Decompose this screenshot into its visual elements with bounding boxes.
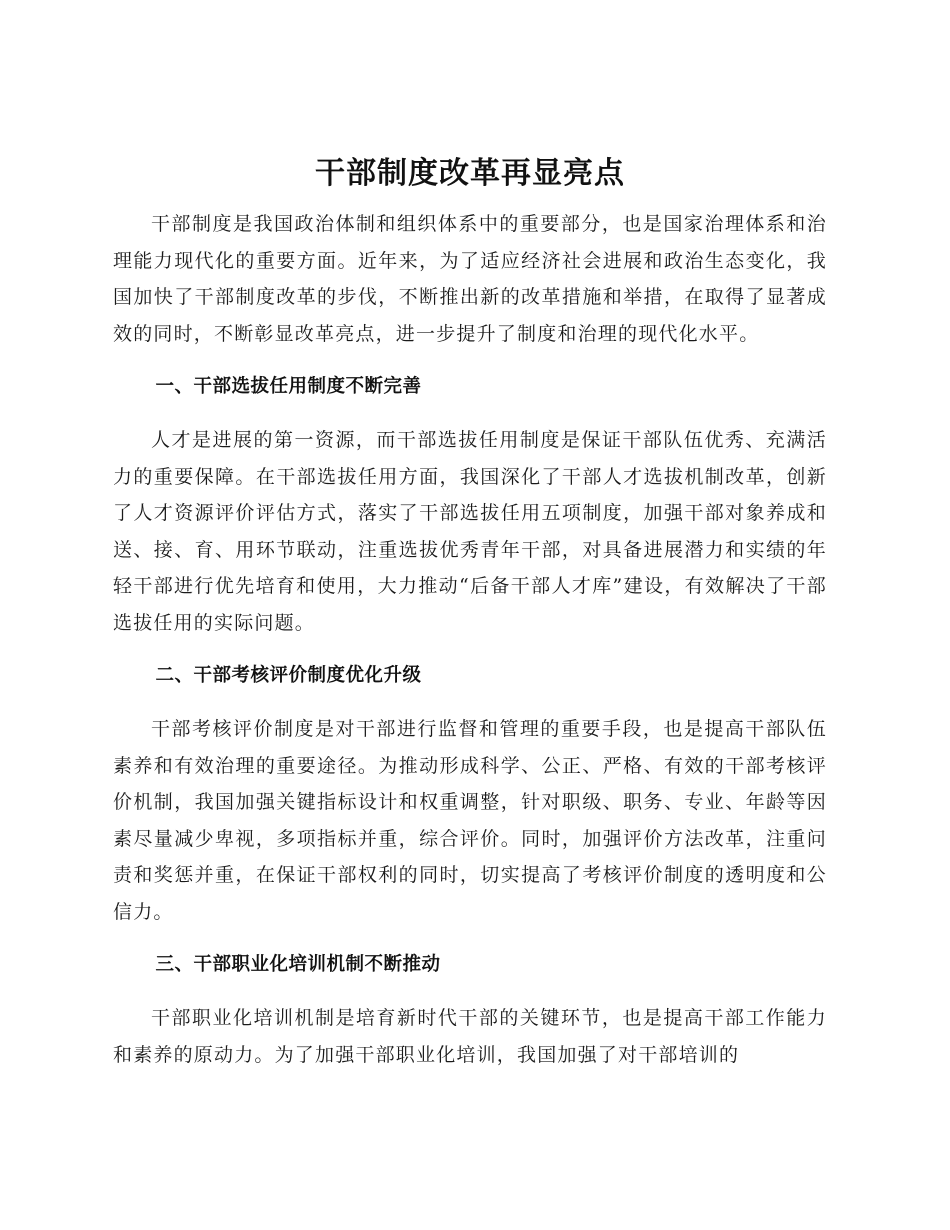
document-title: 干部制度改革再显亮点 — [315, 156, 625, 191]
section-body-1: 人才是进展的第一资源，而干部选拔任用制度是保证干部队伍优秀、充满活力的重要保障。在干部选拔任用方面，我国深化了干部人才选拔机制改革，创新了人才资源评价评估方式，落实了干部选拔任用五项制度，加强干部对象养成和送、接、育、用环节联动，注重选拔优秀青年干部，对具备进展潜力和实绩的年轻干部进行优先培育和使用，大力推动“后备干部人才库”建设，有效解决了干部选拔任用的实际问题。 — [113, 429, 827, 634]
section-heading-2: 二、干部考核评价制度优化升级 — [155, 665, 422, 686]
section-heading-1: 一、干部选拔任用制度不断完善 — [155, 376, 422, 397]
section-body-2: 干部考核评价制度是对干部进行监督和管理的重要手段，也是提高干部队伍素养和有效治理的重要途径。为推动形成科学、公正、严格、有效的干部考核评价机制，我国加强关键指标设计和权重调整，针对职级、职务、专业、年龄等因素尽量减少卑视，多项指标并重，综合评价。同时，加强评价方法改革，注重问责和奖惩并重，在保证干部权利的同时，切实提高了考核评价制度的透明度和公信力。 — [113, 718, 827, 923]
section-body-3: 干部职业化培训机制是培育新时代干部的关键环节，也是提高干部工作能力和素养的原动力。为了加强干部职业化培训，我国加强了对干部培训的 — [113, 1007, 827, 1066]
document-page — [113, 150, 827, 1073]
intro-paragraph: 干部制度是我国政治体制和组织体系中的重要部分，也是国家治理体系和治理能力现代化的重要方面。近年来，为了适应经济社会进展和政治生态变化，我国加快了干部制度改革的步伐，不断推出新的改革措施和举措，在取得了显著成效的同时，不断彰显改革亮点，进一步提升了制度和治理的现代化水平。 — [113, 213, 827, 345]
section-heading-3: 三、干部职业化培训机制不断推动 — [155, 954, 441, 975]
